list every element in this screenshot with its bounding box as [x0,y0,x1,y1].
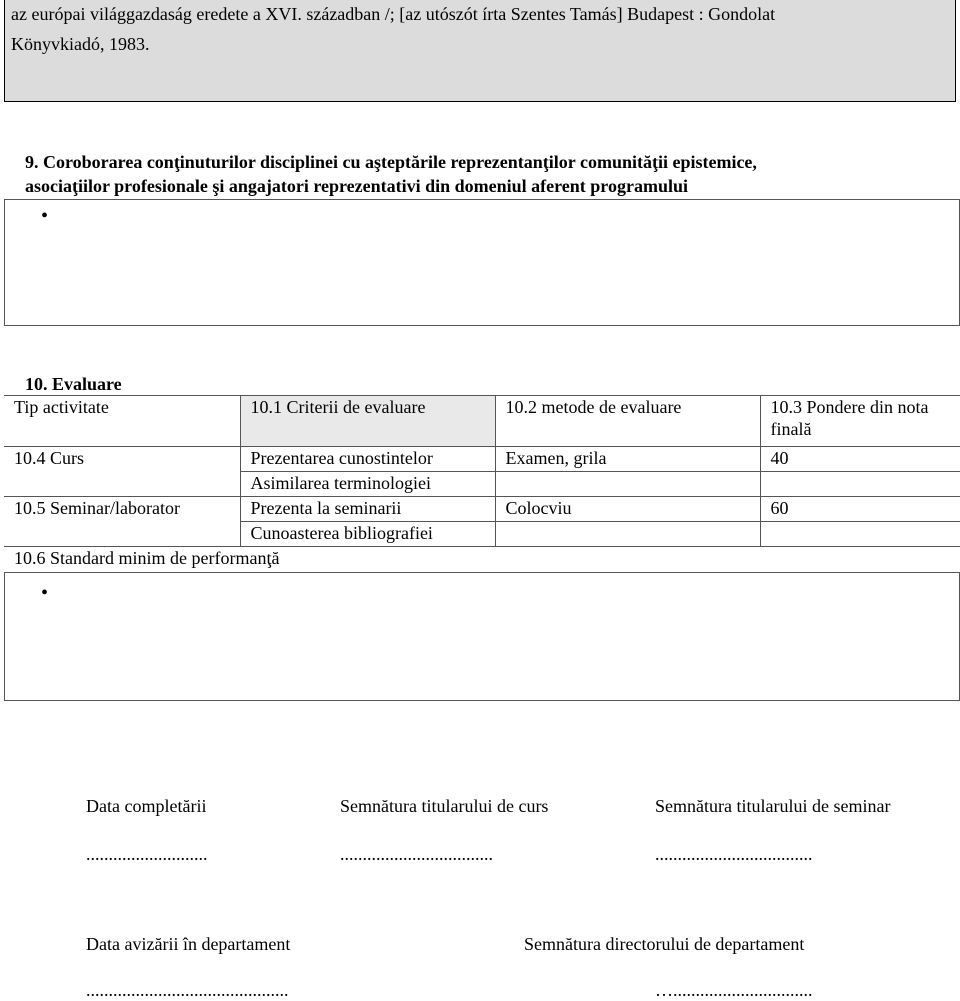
header-tip-activitate: Tip activitate [4,396,240,447]
cell-criteria-curs-1: Prezentarea cunostintelor [240,447,495,472]
header-criterii: 10.1 Criterii de evaluare [240,396,495,447]
standard-minimum-label: 10.6 Standard minim de performanţă [4,547,960,571]
reference-line-2: Könyvkiadó, 1983. [11,34,150,54]
director-signature-label: Semnătura directorului de departament [524,934,805,954]
evaluation-table [4,395,960,571]
header-metode: 10.2 metode de evaluare [495,396,760,447]
reference-line-1: az európai világgazdaság eredete a XVI. században /; [az utószót írta Szentes Tamás] Budapest : Gondolat [11,4,776,24]
course-signature-label: Semnătura titularului de curs [340,796,549,816]
section-9-box [4,199,960,326]
cell-method-seminar: Colocviu [495,497,760,522]
bullet-icon: • [41,205,49,227]
empty-cell [495,522,760,547]
empty-cell [760,472,960,497]
seminar-signature-dots: ................................... [655,844,813,864]
bullet-icon: • [41,582,49,604]
cell-weight-curs: 40 [760,447,960,472]
table-row [4,447,960,472]
section-9-title-line-1: 9. Coroborarea conţinuturilor disciplinei cu aşteptările reprezentanţilor comunităţii epistemice, [25,152,757,172]
cell-criteria-curs-2: Asimilarea terminologiei [240,472,495,497]
table-row [4,547,960,571]
section-10-6-box [4,572,960,701]
cell-weight-seminar: 60 [760,497,960,522]
date-completed-label: Data completării [86,796,207,816]
table-header-row [4,396,960,447]
empty-cell [760,522,960,547]
date-approved-dots: ............................................. [86,980,289,1000]
section-9-title-line-2: asociaţiilor profesionale şi angajatori reprezentativi din domeniul aferent programului [25,176,688,196]
course-signature-dots: .................................. [340,844,493,864]
director-signature-dots: …............................... [655,980,813,1000]
empty-cell [495,472,760,497]
cell-criteria-seminar-1: Prezenta la seminarii [240,497,495,522]
seminar-signature-label: Semnătura titularului de seminar [655,796,891,816]
section-10-title: 10. Evaluare [25,374,122,394]
cell-criteria-seminar-2: Cunoasterea bibliografiei [240,522,495,547]
date-completed-dots: ........................... [86,844,208,864]
table-row [4,497,960,522]
cell-method-curs: Examen, grila [495,447,760,472]
cell-type-seminar: 10.5 Seminar/laborator [4,497,240,547]
cell-type-curs: 10.4 Curs [4,447,240,497]
header-pondere: 10.3 Pondere din nota finală [760,396,960,447]
date-approved-label: Data avizării în departament [86,934,291,954]
